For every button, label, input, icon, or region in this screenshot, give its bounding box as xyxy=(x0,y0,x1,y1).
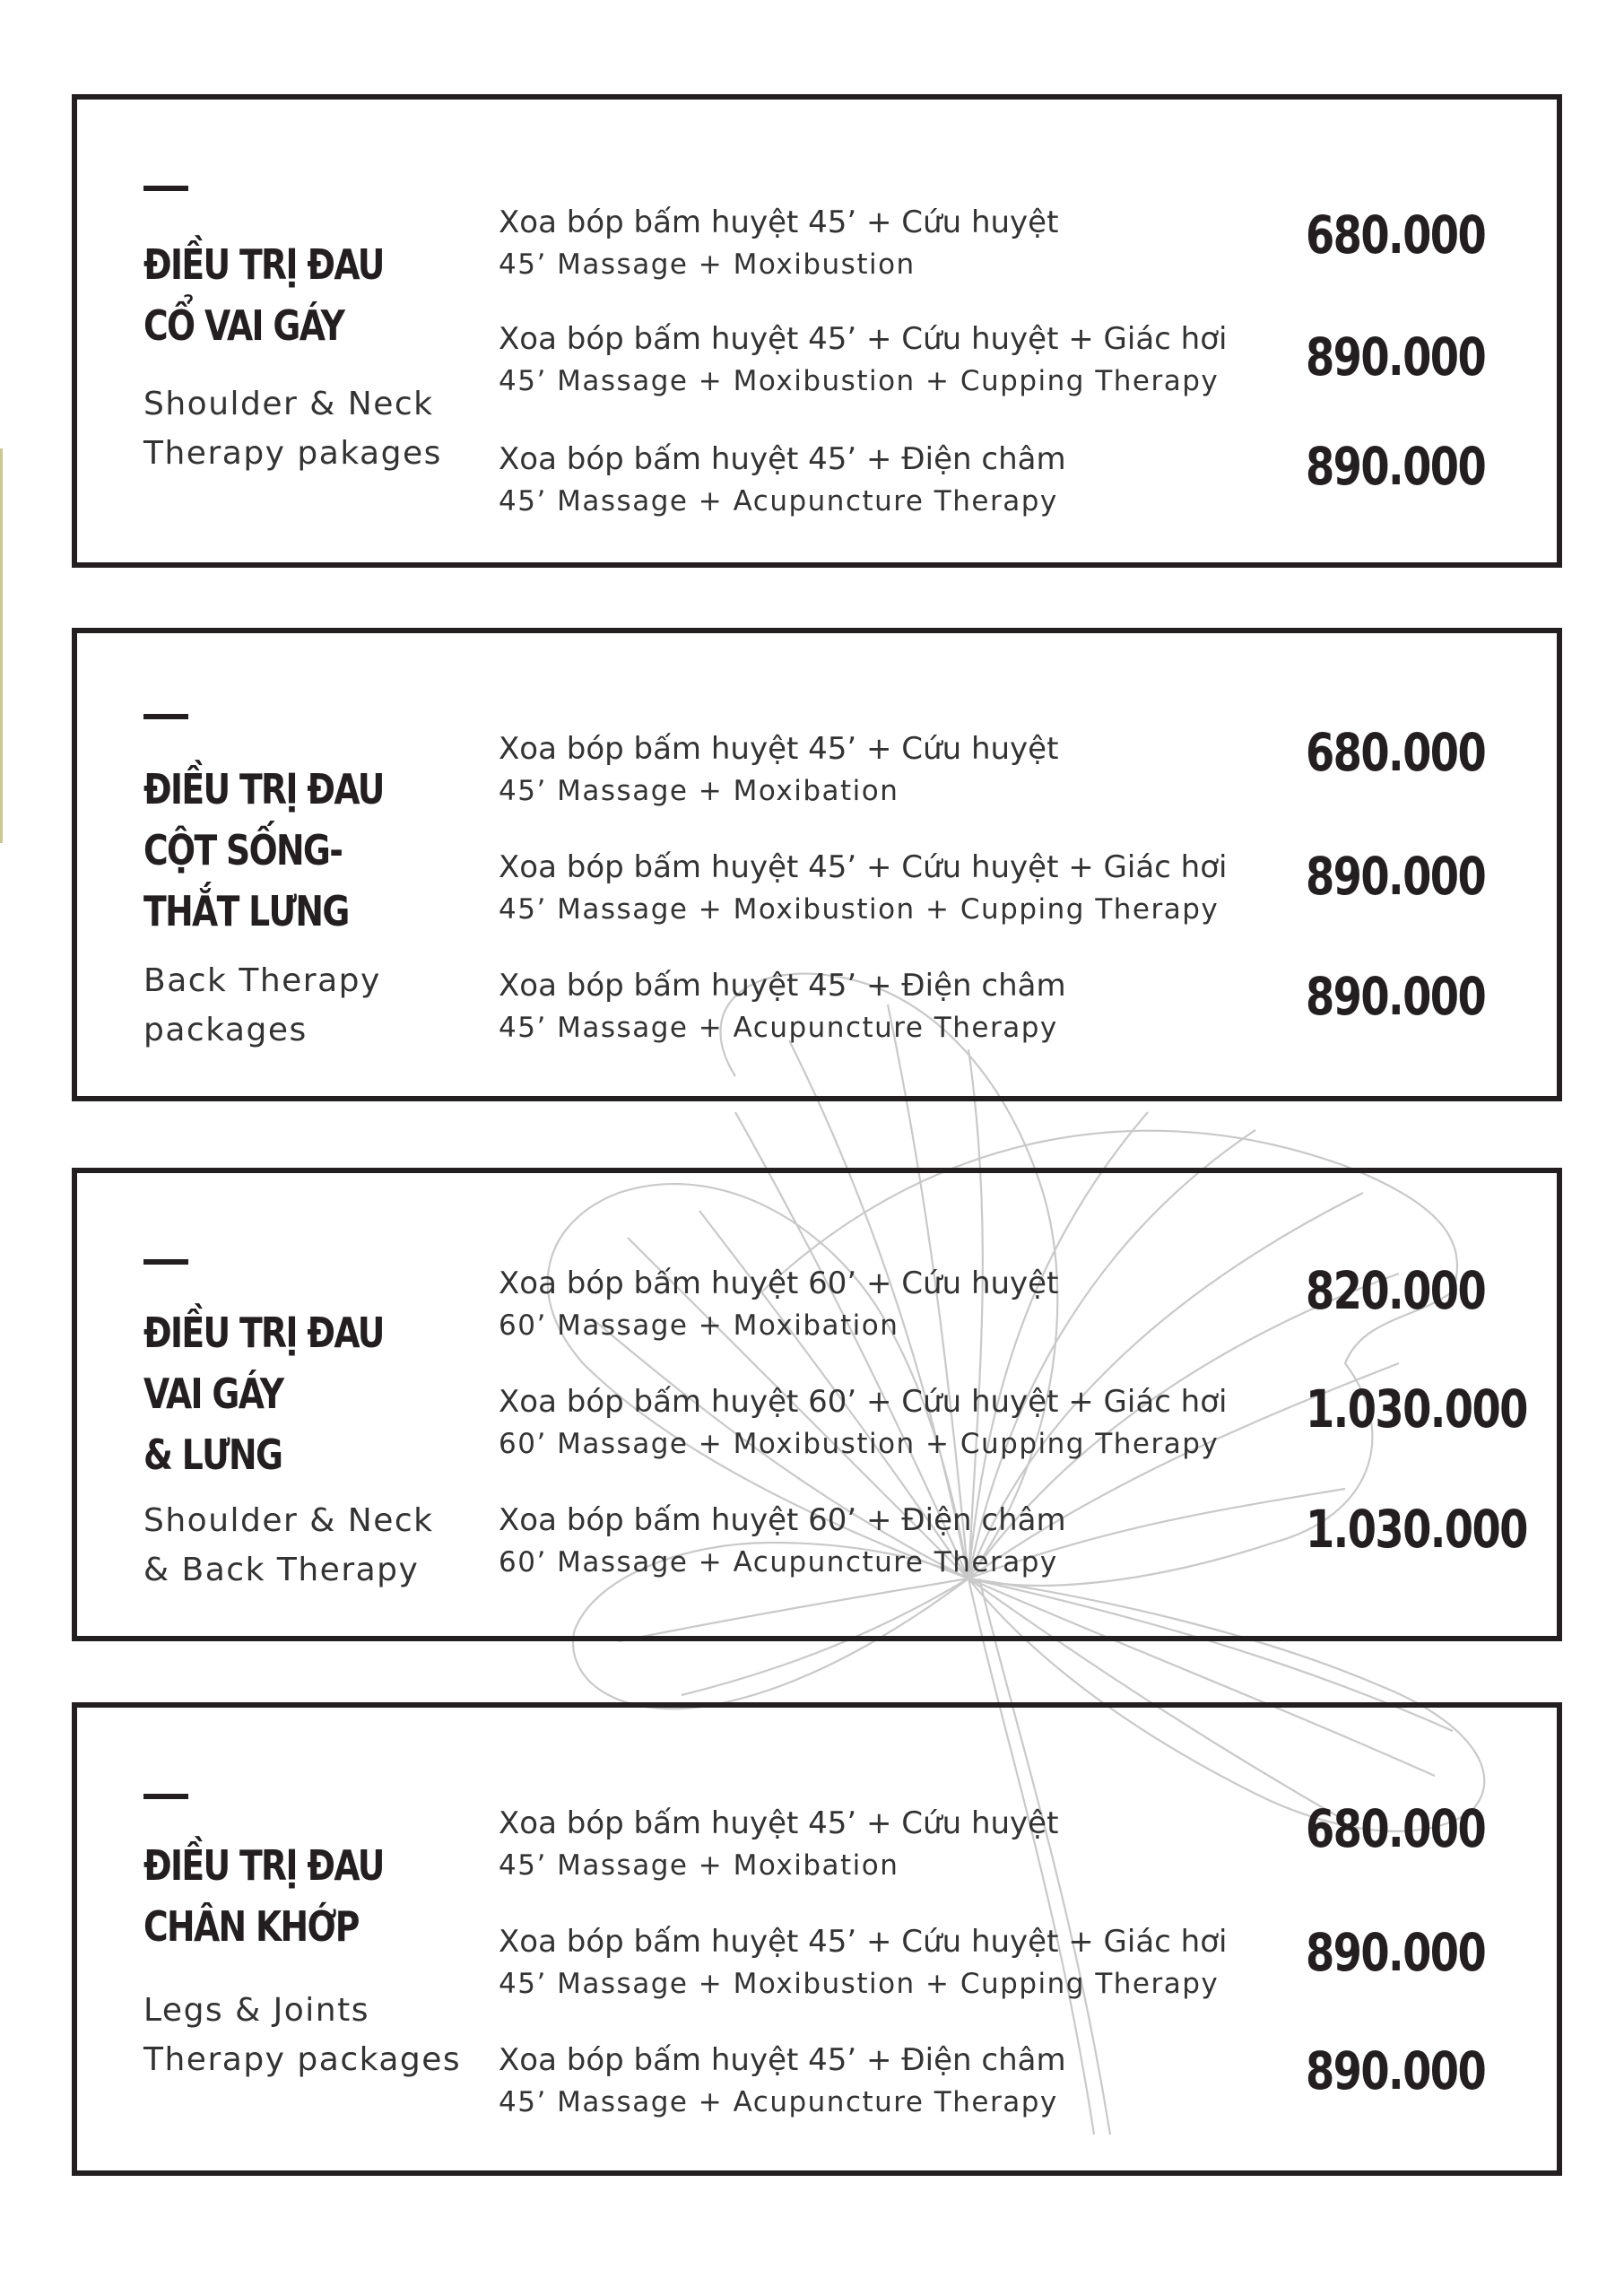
service-name-en: 45’ Massage + Moxibustion + Cupping Therapy xyxy=(499,1968,1220,2000)
service-name-vi: Xoa bóp bấm huyệt 45’ + Cứu huyệt xyxy=(499,204,1059,240)
service-item xyxy=(499,728,1306,813)
service-item xyxy=(499,1921,1306,2005)
subtitle-line: Shoulder & Neck xyxy=(143,386,434,422)
section-title xyxy=(143,1302,423,1485)
section-dash xyxy=(143,186,188,191)
service-price: 890.000 xyxy=(1306,1922,1486,1983)
section-dash xyxy=(143,1259,188,1265)
service-name-vi: Xoa bóp bấm huyệt 45’ + Điện châm xyxy=(499,968,1066,1004)
service-price: 680.000 xyxy=(1306,722,1486,783)
therapy-package-card xyxy=(72,1702,1562,2176)
service-name-vi: Xoa bóp bấm huyệt 45’ + Cứu huyệt xyxy=(499,1805,1059,1841)
section-title-line: CHÂN KHỚP xyxy=(143,1902,359,1951)
service-item xyxy=(499,1500,1306,1584)
service-name-vi: Xoa bóp bấm huyệt 45’ + Cứu huyệt + Giác hơi xyxy=(499,1924,1228,1960)
section-title xyxy=(143,1835,423,1957)
section-title-line: ĐIỀU TRỊ ĐAU xyxy=(143,1841,384,1890)
service-name-en: 45’ Massage + Moxibustion xyxy=(499,248,916,281)
therapy-package-card xyxy=(72,94,1562,568)
service-name-en: 45’ Massage + Moxibustion + Cupping Therapy xyxy=(499,893,1220,926)
service-name-vi: Xoa bóp bấm huyệt 45’ + Cứu huyệt + Giác hơi xyxy=(499,849,1228,885)
section-title xyxy=(143,759,423,942)
service-name-en: 60’ Massage + Acupuncture Therapy xyxy=(499,1546,1058,1578)
service-item xyxy=(499,1263,1306,1347)
service-name-vi: Xoa bóp bấm huyệt 60’ + Điện châm xyxy=(499,1502,1066,1538)
service-name-en: 45’ Massage + Acupuncture Therapy xyxy=(499,2086,1058,2118)
subtitle-line: Shoulder & Neck xyxy=(143,1502,434,1539)
therapy-package-card xyxy=(72,628,1562,1101)
edge-mark xyxy=(0,448,3,843)
section-subtitle xyxy=(143,379,502,478)
service-price: 890.000 xyxy=(1306,326,1486,387)
service-price: 680.000 xyxy=(1306,204,1486,265)
section-title-line: CỘT SỐNG- xyxy=(143,826,343,874)
section-subtitle xyxy=(143,1986,502,2084)
service-item xyxy=(499,439,1306,523)
service-item xyxy=(499,847,1306,931)
service-item xyxy=(499,965,1306,1049)
section-title xyxy=(143,234,423,356)
subtitle-line: Therapy packages xyxy=(143,2041,462,2078)
service-name-vi: Xoa bóp bấm huyệt 45’ + Cứu huyệt + Giác hơi xyxy=(499,321,1228,357)
service-name-vi: Xoa bóp bấm huyệt 60’ + Cứu huyệt xyxy=(499,1265,1059,1301)
service-item xyxy=(499,1803,1306,1887)
service-price: 680.000 xyxy=(1306,1798,1486,1859)
service-name-en: 60’ Massage + Moxibation xyxy=(499,1309,899,1342)
service-name-en: 45’ Massage + Moxibation xyxy=(499,775,899,807)
service-price: 890.000 xyxy=(1306,436,1486,497)
service-price: 890.000 xyxy=(1306,966,1486,1027)
section-dash xyxy=(143,714,188,719)
service-item xyxy=(499,1381,1306,1465)
section-title-line: ĐIỀU TRỊ ĐAU xyxy=(143,1309,384,1357)
service-name-en: 45’ Massage + Acupuncture Therapy xyxy=(499,1012,1058,1044)
subtitle-line: Back Therapy xyxy=(143,962,381,999)
service-price: 820.000 xyxy=(1306,1260,1486,1321)
section-subtitle xyxy=(143,956,502,1055)
section-title-line: ĐIỀU TRỊ ĐAU xyxy=(143,765,384,813)
section-subtitle xyxy=(143,1496,502,1595)
service-price: 1.030.000 xyxy=(1306,1499,1527,1560)
section-title-line: CỔ VAI GÁY xyxy=(143,301,344,350)
service-name-en: 45’ Massage + Moxibustion + Cupping Therapy xyxy=(499,365,1220,397)
service-item xyxy=(499,202,1306,286)
service-name-en: 45’ Massage + Acupuncture Therapy xyxy=(499,485,1058,517)
section-dash xyxy=(143,1794,188,1799)
subtitle-line: packages xyxy=(143,1012,308,1048)
subtitle-line: Legs & Joints xyxy=(143,1992,369,2029)
subtitle-line: Therapy pakages xyxy=(143,435,442,472)
service-price: 890.000 xyxy=(1306,2040,1486,2101)
section-title-line: & LƯNG xyxy=(143,1431,282,1479)
service-price: 1.030.000 xyxy=(1306,1378,1527,1439)
subtitle-line: & Back Therapy xyxy=(143,1552,420,1588)
service-item xyxy=(499,2039,1306,2124)
service-item xyxy=(499,318,1306,403)
section-title-line: THẮT LƯNG xyxy=(143,887,349,935)
service-name-en: 60’ Massage + Moxibustion + Cupping Therapy xyxy=(499,1428,1220,1460)
section-title-line: VAI GÁY xyxy=(143,1370,283,1418)
service-price: 890.000 xyxy=(1306,846,1486,907)
service-name-vi: Xoa bóp bấm huyệt 45’ + Điện châm xyxy=(499,441,1066,477)
section-title-line: ĐIỀU TRỊ ĐAU xyxy=(143,240,384,289)
service-name-vi: Xoa bóp bấm huyệt 45’ + Cứu huyệt xyxy=(499,731,1059,767)
service-name-en: 45’ Massage + Moxibation xyxy=(499,1849,899,1882)
therapy-package-card xyxy=(72,1168,1562,1641)
service-name-vi: Xoa bóp bấm huyệt 60’ + Cứu huyệt + Giác hơi xyxy=(499,1384,1228,1420)
service-name-vi: Xoa bóp bấm huyệt 45’ + Điện châm xyxy=(499,2042,1066,2078)
